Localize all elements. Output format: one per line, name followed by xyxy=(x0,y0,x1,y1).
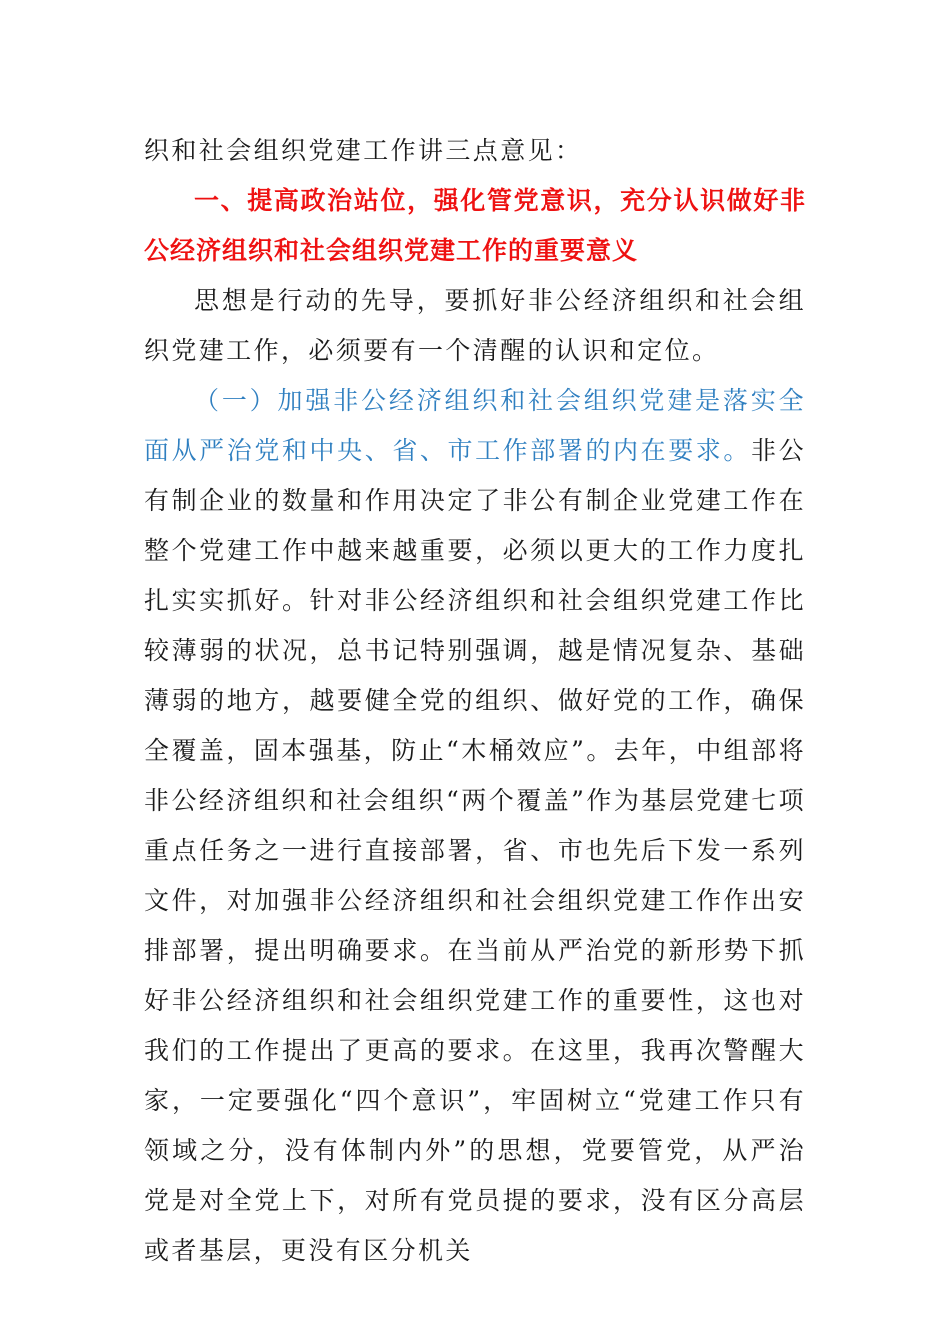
document-body xyxy=(144,126,806,1276)
intro-paragraph: 思想是行动的先导，要抓好非公经济组织和社会组织党建工作，必须要有一个清醒的认识和定位。 xyxy=(144,286,806,365)
subsection-body: 非公有制企业的数量和作用决定了非公有制企业党建工作在整个党建工作中越来越重要，必须以更大的工作力度扎扎实实抓好。针对非公经济组织和社会组织党建工作比较薄弱的状况，总书记特别强调，越是情况复杂、基础薄弱的地方，越要健全党的组织、做好党的工作，确保全覆盖，固本强基，防止“木桶效应”。去年，中组部将非公经济组织和社会组织“两个覆盖”作为基层党建七项重点任务之一进行直接部署，省、市也先后下发一系列文件，对加强非公经济组织和社会组织党建工作作出安排部署，提出明确要求。在当前从严治党的新形势下抓好非公经济组织和社会组织党建工作的重要性，这也对我们的工作提出了更高的要求。在这里，我再次警醒大家，一定要强化“四个意识”，牢固树立“党建工作只有领域之分，没有体制内外”的思想，党要管党，从严治党是对全党上下，对所有党员提的要求，没有区分高层或者基层，更没有区分机关 xyxy=(144,436,806,1265)
subsection-heading: （一）加强非公经济组织和社会组织党建是落实全面从严治党和中央、省、市工作部署的内在要求。 xyxy=(144,386,806,465)
subsection-paragraph xyxy=(144,376,806,1276)
opening-line: 织和社会组织党建工作讲三点意见： xyxy=(144,136,583,165)
section-heading: 一、提高政治站位，强化管党意识，充分认识做好非公经济组织和社会组织党建工作的重要意义 xyxy=(144,186,806,265)
